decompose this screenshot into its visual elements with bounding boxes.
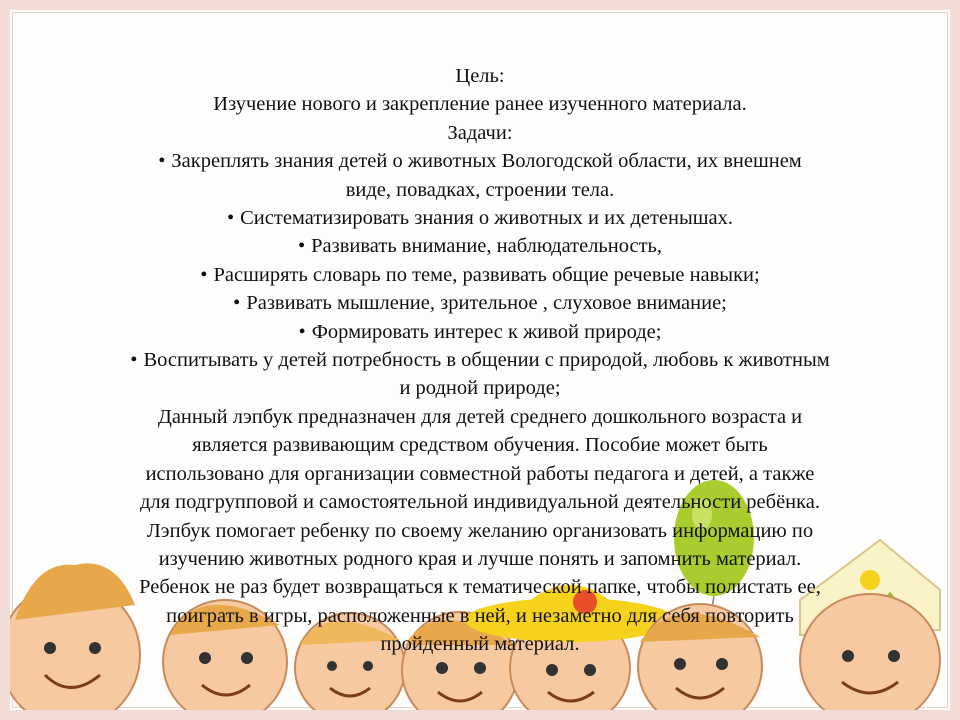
task-item-2 bbox=[30, 204, 930, 232]
description-line: изучению животных родного края и лучше понять и запомнить материал. bbox=[158, 547, 802, 570]
goal-heading: Цель: bbox=[455, 65, 505, 87]
task-item-5 bbox=[30, 289, 930, 317]
bullet-icon: • bbox=[297, 235, 306, 258]
task-item-7 bbox=[30, 346, 930, 374]
task-text: Закреплять знания детей о животных Вологодской области, их внешнем bbox=[171, 150, 802, 173]
bullet-icon: • bbox=[298, 320, 306, 343]
bullet-icon: • bbox=[158, 150, 166, 173]
description-line: использовано для организации совместной работы педагога и детей, а также bbox=[145, 462, 815, 485]
goal-text: Изучение нового и закрепление ранее изученного материала. bbox=[213, 93, 747, 116]
task-item-1 bbox=[30, 147, 930, 175]
bullet-icon: • bbox=[226, 207, 235, 230]
task-text: Формировать интерес к живой природе; bbox=[311, 320, 662, 343]
description-line: пройденный материал. bbox=[380, 633, 580, 656]
task-text: Воспитывать у детей потребность в общении с природой, любовь к животным bbox=[143, 349, 830, 372]
description-line: Лэпбук помогает ребенку по своему желанию организовать информацию по bbox=[146, 519, 814, 542]
task-item-1-continued: виде, повадках, строении тела. bbox=[345, 178, 615, 201]
task-item-4 bbox=[30, 261, 930, 289]
task-item-7-continued: и родной природе; bbox=[399, 377, 561, 400]
description-line: Ребенок не раз будет возвращаться к тематической папке, чтобы полистать ее, bbox=[139, 576, 821, 599]
description-line: Данный лэпбук предназначен для детей среднего дошкольного возраста и bbox=[157, 405, 803, 428]
task-item-6 bbox=[30, 318, 930, 346]
task-text: Развивать мышление, зрительное , слуховое внимание; bbox=[246, 292, 727, 315]
task-text: Развивать внимание, наблюдательность, bbox=[311, 235, 663, 258]
task-item-3 bbox=[30, 232, 930, 260]
description-line: для подгрупповой и самостоятельной индивидуальной деятельности ребёнка. bbox=[139, 491, 821, 514]
description-line: поиграть в игры, расположенные в ней, и незаметно для себя повторить bbox=[166, 604, 794, 627]
task-text: Систематизировать знания о животных и их детенышах. bbox=[240, 207, 734, 230]
bullet-icon: • bbox=[130, 349, 138, 372]
tasks-heading: Задачи: bbox=[447, 121, 513, 144]
task-text: Расширять словарь по теме, развивать общие речевые навыки; bbox=[213, 263, 760, 286]
bullet-icon: • bbox=[200, 263, 208, 286]
slide-text bbox=[30, 62, 930, 659]
description-line: является развивающим средством обучения. Пособие может быть bbox=[192, 434, 768, 457]
bullet-icon: • bbox=[233, 292, 241, 315]
